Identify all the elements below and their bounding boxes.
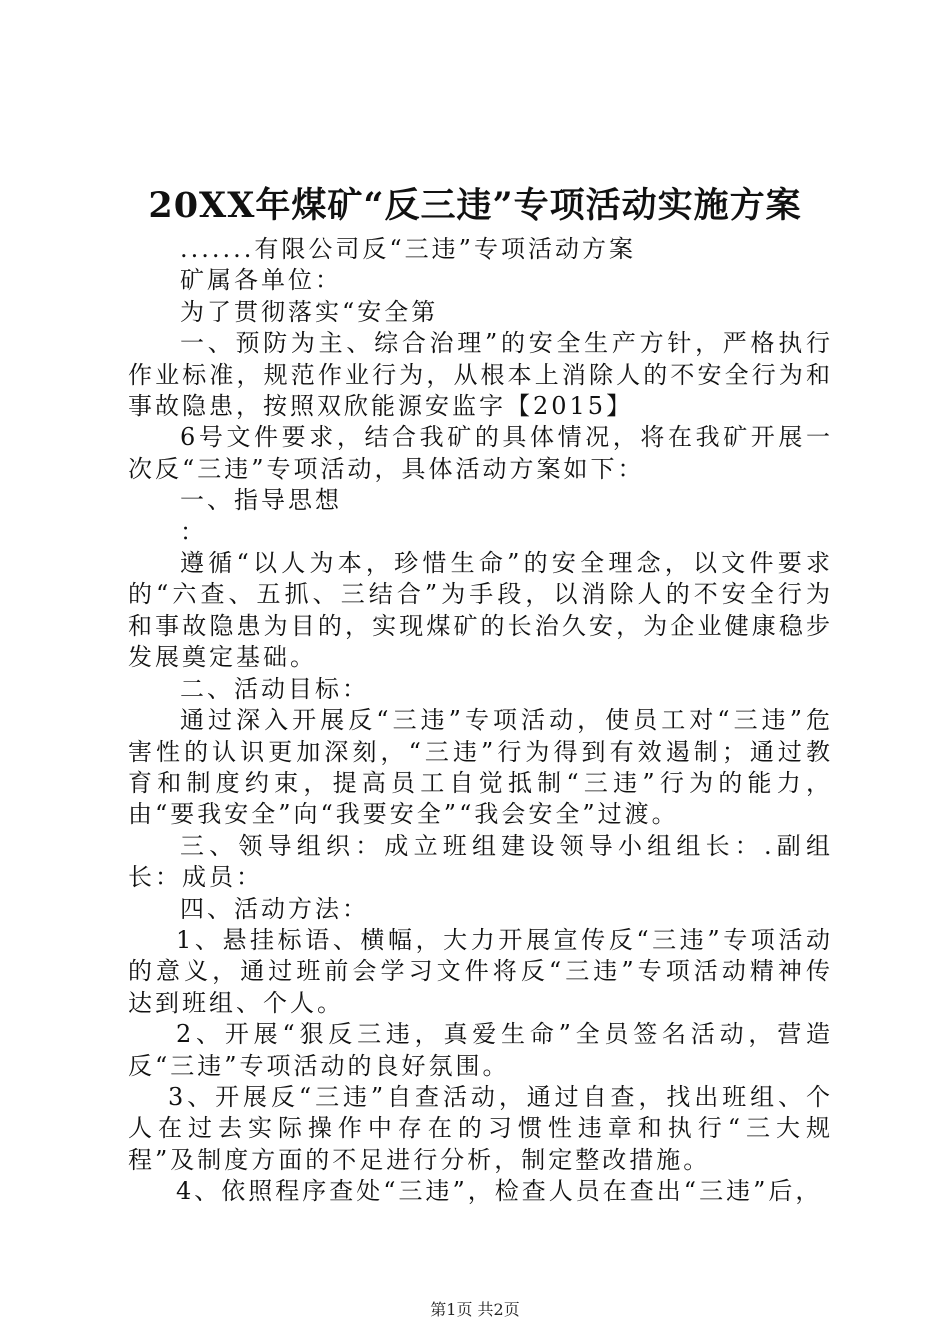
paragraph-company-heading: .......有限公司反“三违”专项活动方案: [180, 235, 636, 263]
paragraph-salutation: 矿属各单位：: [180, 266, 342, 295]
paragraph-policy: 一、预防为主、综合治理”的安全生产方针，严格执行作业标准，规范作业行为，从根本上消除人的不安全行为和事故隐患，按照双欣能源安监字【2015】: [128, 329, 833, 421]
paragraph-colon: ：: [180, 517, 207, 546]
section-heading-guiding-thought: 一、指导思想: [180, 486, 342, 515]
document-body: [128, 234, 833, 1208]
paragraph-leadership-organization: 三、领导组织：成立班组建设领导小组组长：.副组长：成员：: [128, 831, 833, 892]
paragraph-guiding-thought: 遵循“以人为本，珍惜生命”的安全理念，以文件要求的“六查、五抓、三结合”为手段，以消除人的不安全行为和事故隐患为目的，实现煤矿的长治久安，为企业健康稳步发展奠定基础。: [128, 549, 833, 672]
list-item-method-3: 3、开展反“三违”自查活动，通过自查，找出班组、个人在过去实际操作中存在的习惯性违章和执行“三大规程”及制度方面的不足进行分析，制定整改措施。: [128, 1082, 833, 1174]
paragraph-activity-goal: 通过深入开展反“三违”专项活动，使员工对“三违”危害性的认识更加深刻，“三违”行为得到有效遏制；通过教育和制度约束，提高员工自觉抵制“三违”行为的能力，由“要我安全”向“我要安全”“我会安全”过渡。: [128, 706, 833, 829]
page-number-footer: 第1页 共2页: [430, 1300, 520, 1319]
section-heading-activity-goal: 二、活动目标：: [180, 674, 369, 703]
list-item-method-4: 4、依照程序查处“三违”，检查人员在查出“三违”后，: [176, 1177, 823, 1206]
document-title: 20XX年煤矿“反三违”专项活动实施方案: [148, 185, 802, 226]
paragraph-intro-start: 为了贯彻落实“安全第: [180, 297, 439, 326]
section-heading-activity-method: 四、活动方法：: [180, 894, 369, 923]
list-item-method-1: 1、悬挂标语、横幅，大力开展宣传反“三违”专项活动的意义，通过班前会学习文件将反“三违”专项活动精神传达到班组、个人。: [128, 925, 833, 1017]
paragraph-document-reference: 6号文件要求，结合我矿的具体情况，将在我矿开展一次反“三违”专项活动，具体活动方案如下：: [128, 423, 833, 483]
list-item-method-2: 2、开展“狠反三违，真爱生命”全员签名活动，营造反“三违”专项活动的良好氛围。: [128, 1020, 833, 1080]
